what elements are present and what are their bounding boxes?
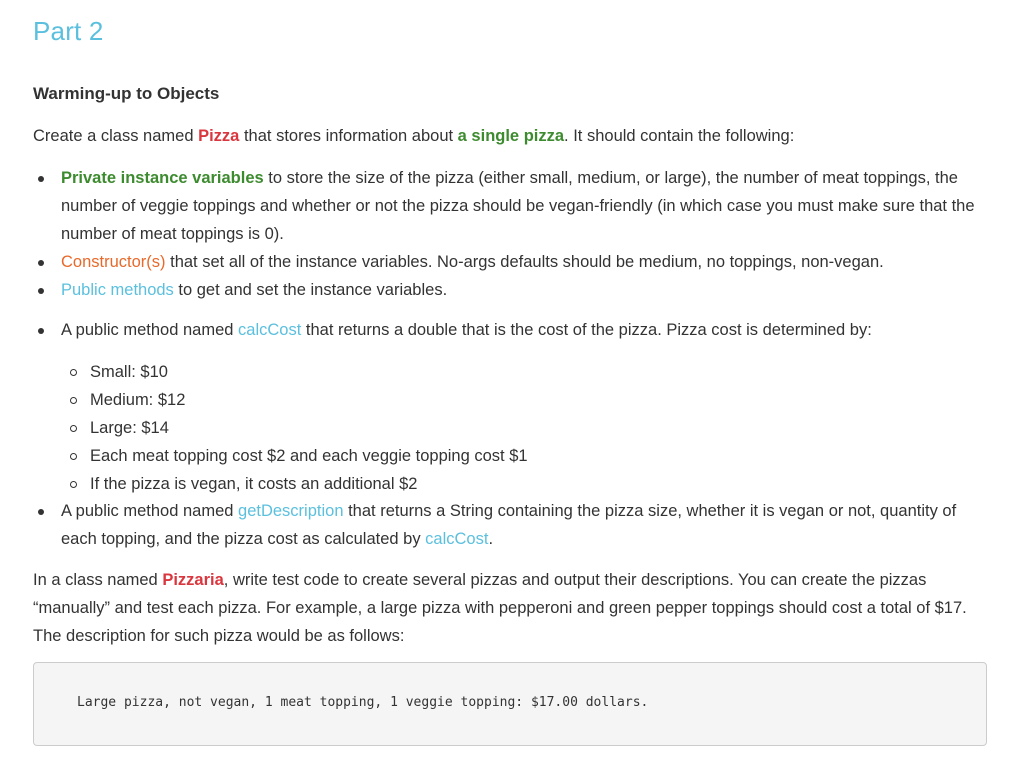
bullet-icon bbox=[38, 328, 44, 334]
method-get-description: getDescription bbox=[238, 502, 344, 520]
cost-item: Each meat topping cost $2 and each veggie topping cost $1 bbox=[33, 442, 993, 470]
circle-bullet-icon bbox=[70, 425, 77, 432]
code-block bbox=[33, 662, 987, 746]
bullet-icon bbox=[38, 288, 44, 294]
method-calc-cost: calcCost bbox=[238, 321, 302, 339]
code-sample: Large pizza, not vegan, 1 meat topping, 1 veggie topping: $17.00 dollars. bbox=[77, 695, 649, 710]
test-paragraph: In a class named Pizzaria, write test code to create several pizzas and output their descriptions. You can create the pizzas “manually” and test each pizza. For example, a large pizza with pepperoni and green pepper toppings should cost a total of $17. The description for such pizza would be as follows: bbox=[33, 571, 967, 645]
list-item: Public methods to get and set the instance variables. bbox=[33, 276, 993, 304]
method-calc-cost-ref: calcCost bbox=[425, 530, 489, 548]
cost-item: Medium: $12 bbox=[33, 386, 993, 414]
requirements-list bbox=[33, 164, 993, 304]
term-constructors: Constructor(s) bbox=[61, 253, 166, 271]
methods-list bbox=[33, 316, 993, 344]
list-item: A public method named getDescription that returns a String containing the pizza size, whether it is vegan or not, quantity of each topping, and the pizza cost as calculated by calcCost. bbox=[33, 497, 993, 553]
intro-paragraph: Create a class named Pizza that stores information about a single pizza. It should contain the following: bbox=[33, 127, 795, 145]
cost-list bbox=[33, 358, 993, 498]
circle-bullet-icon bbox=[70, 453, 77, 460]
class-name-pizza: Pizza bbox=[198, 127, 240, 145]
description-list bbox=[33, 497, 993, 553]
class-name-pizzaria: Pizzaria bbox=[162, 571, 224, 589]
emphasis-single-pizza: a single pizza bbox=[457, 127, 565, 145]
cost-item: Small: $10 bbox=[33, 358, 993, 386]
circle-bullet-icon bbox=[70, 481, 77, 488]
section-heading: Warming-up to Objects bbox=[33, 84, 220, 103]
bullet-icon bbox=[38, 260, 44, 266]
list-item: Constructor(s) that set all of the instance variables. No-args defaults should be medium, no toppings, non-vegan. bbox=[33, 248, 993, 276]
list-item: Private instance variables to store the size of the pizza (either small, medium, or large), the number of meat toppings, the number of veggie toppings and whether or not the pizza should be vegan-friendly (in which case you must make sure that the number of meat toppings is 0). bbox=[33, 164, 993, 248]
bullet-icon bbox=[38, 509, 44, 515]
page-title: Part 2 bbox=[33, 16, 104, 46]
circle-bullet-icon bbox=[70, 369, 77, 376]
term-public-methods: Public methods bbox=[61, 281, 174, 299]
list-item: A public method named calcCost that returns a double that is the cost of the pizza. Pizza cost is determined by: bbox=[33, 316, 993, 344]
cost-item: If the pizza is vegan, it costs an additional $2 bbox=[33, 470, 993, 498]
circle-bullet-icon bbox=[70, 397, 77, 404]
bullet-icon bbox=[38, 176, 44, 182]
cost-item: Large: $14 bbox=[33, 414, 993, 442]
term-private-instance-variables: Private instance variables bbox=[61, 169, 264, 187]
